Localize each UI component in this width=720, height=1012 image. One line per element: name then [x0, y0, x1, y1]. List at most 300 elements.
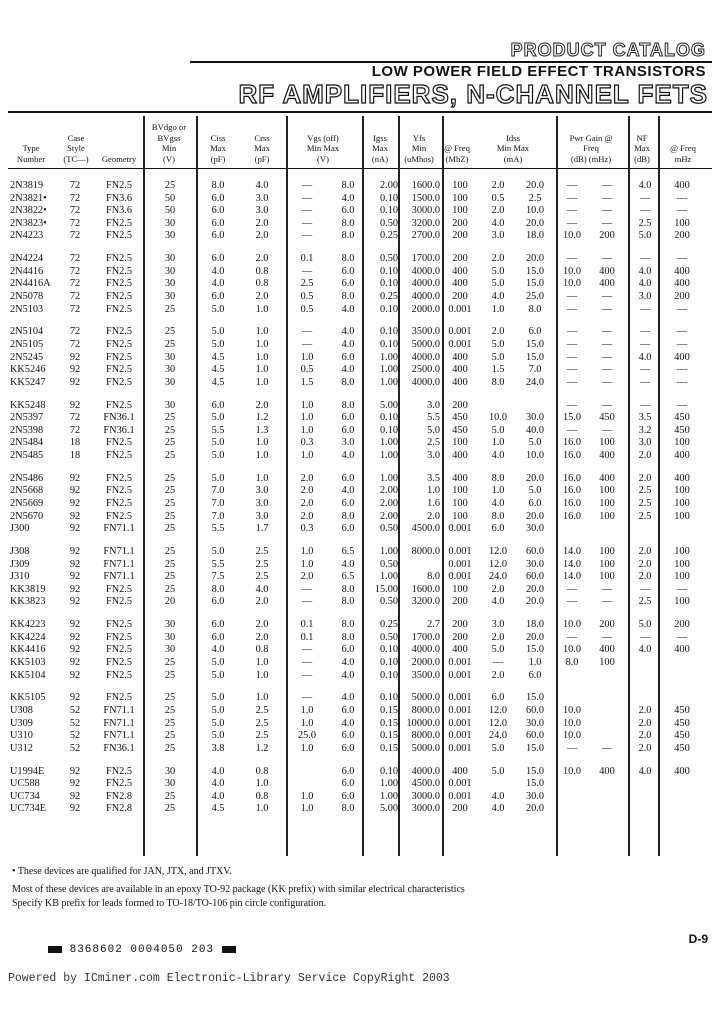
column-header-line: Crss	[254, 132, 270, 143]
table-cell: 2.0	[491, 180, 505, 191]
table-cell: 5.0	[211, 472, 225, 484]
barcode	[48, 944, 236, 956]
table-cell: —	[566, 253, 578, 265]
table-cell: —	[301, 596, 313, 608]
table-cell: 15.0	[525, 765, 545, 777]
column-header-line: Min	[411, 143, 427, 153]
table-cell: 0.10	[379, 278, 398, 290]
table-cell: 20.0	[525, 596, 545, 608]
table-cell: 5.0	[211, 657, 225, 668]
table-cell: 1.0	[255, 657, 269, 668]
table-cell: 4.0	[341, 192, 355, 204]
table-cell: 2.0	[427, 510, 440, 522]
table-cell: FN2.5	[105, 230, 133, 242]
table-cell: 4000.0	[411, 278, 440, 290]
table-cell: 0.50	[379, 217, 398, 229]
table-cell: 30.0	[525, 523, 545, 535]
table-cell: 200	[674, 291, 690, 302]
table-cell: 5000.0	[411, 742, 440, 754]
table-cell: 0.1	[300, 631, 314, 643]
table-cell: —	[601, 351, 613, 363]
table-cell: 200	[452, 253, 468, 265]
table-cell: FN36.1	[103, 424, 135, 436]
table-cell: 4.0	[341, 669, 355, 681]
table-cell: 0.001	[448, 326, 472, 338]
table-cell: 2.0	[300, 510, 314, 522]
table-cell: 0.001	[448, 717, 472, 729]
table-cell: 10.0	[525, 450, 545, 461]
type-number-cell: KK5246	[10, 364, 46, 376]
table-cell: 1.0	[255, 364, 269, 376]
table-cell: 18.0	[525, 230, 545, 242]
table-cell: 1.0	[300, 705, 314, 716]
table-cell: 1.0	[300, 351, 314, 363]
column-header-line: Igss	[373, 132, 387, 143]
table-cell: 2.5	[638, 498, 652, 509]
table-cell: 72	[69, 424, 81, 436]
table-cell: 5.00	[379, 803, 398, 815]
table-cell: 6.0	[341, 705, 355, 716]
table-cell: 200	[452, 631, 468, 643]
table-cell: 25	[164, 339, 176, 350]
table-cell: 400	[599, 765, 615, 777]
column-header-line: (V)	[317, 153, 329, 164]
table-cell: 6.0	[528, 498, 542, 509]
table-cell: FN71.1	[103, 717, 135, 729]
table-cell: 3.5	[427, 472, 440, 484]
column-header	[143, 122, 195, 164]
table-cell: 4.0	[211, 790, 225, 802]
table-cell: 6.0	[341, 790, 355, 802]
table-cell: 400	[674, 180, 690, 191]
table-cell: 10.0	[562, 278, 582, 290]
table-cell: 4.0	[341, 303, 355, 315]
table-cell: 5.0	[528, 485, 542, 497]
table-cell: 450	[452, 424, 468, 436]
table-cell: FN2.5	[105, 631, 133, 643]
column-header-line: (dB) (mHz)	[570, 153, 612, 164]
table-cell: 3.5	[638, 412, 652, 424]
table-cell: 6.0	[211, 253, 225, 265]
table-cell: 8.0	[341, 583, 355, 595]
table-cell: 2.00	[379, 510, 398, 522]
table-cell: FN71.1	[103, 523, 135, 535]
table-cell: 2.5	[300, 278, 314, 290]
table-cell: 3.8	[211, 742, 225, 754]
table-cell: —	[639, 583, 651, 595]
table-cell: 30	[164, 351, 176, 363]
table-cell: 25	[164, 803, 176, 815]
table-cell: 0.8	[255, 278, 269, 290]
table-cell: 15.00	[374, 583, 398, 595]
table-cell: 5.5	[211, 523, 225, 535]
table-cell: 30	[164, 399, 176, 411]
table-cell: 0.001	[448, 523, 472, 535]
table-cell: —	[601, 217, 613, 229]
table-cell: 92	[69, 692, 81, 704]
type-number-cell: 2N5104	[10, 326, 44, 338]
type-number-cell: 2N5485	[10, 450, 44, 461]
column-header-line: (TC—)	[63, 153, 89, 164]
table-cell: 0.15	[379, 742, 398, 754]
table-cell: 20.0	[525, 217, 545, 229]
table-cell: 6.0	[491, 523, 505, 535]
footnote-epoxy: Most of these devices are available in an epoxy TO-92 package (KK prefix) with similar electrical characteristics	[12, 884, 465, 895]
table-cell: 4.0	[638, 265, 652, 277]
table-cell: 4000.0	[411, 644, 440, 656]
table-cell: —	[601, 326, 613, 338]
table-cell: 5.0	[211, 705, 225, 716]
table-cell: 25	[164, 790, 176, 802]
table-cell: 8.0	[341, 180, 355, 191]
table-cell: FN2.5	[105, 583, 133, 595]
table-cell: 3.0	[255, 205, 269, 217]
table-cell: 5.0	[491, 351, 505, 363]
table-cell: FN2.5	[105, 778, 133, 790]
type-number-cell: 2N5484	[10, 437, 44, 449]
table-cell: 3200.0	[411, 596, 440, 608]
table-cell: 60.0	[525, 730, 545, 742]
table-cell: 3.0	[255, 510, 269, 522]
table-cell: 8.0	[341, 510, 355, 522]
table-cell: 200	[599, 230, 615, 242]
table-cell: 5.0	[211, 717, 225, 729]
table-cell: —	[639, 253, 651, 265]
table-cell: 30	[164, 253, 176, 265]
table-cell: 2.0	[491, 326, 505, 338]
table-cell: 1.0	[491, 303, 505, 315]
type-number-cell: 2N4416A	[10, 278, 51, 290]
column-header-line: Idss	[506, 132, 520, 143]
table-cell: 30	[164, 765, 176, 777]
table-cell: —	[601, 339, 613, 350]
table-cell: —	[676, 364, 688, 376]
table-cell: 200	[599, 619, 615, 631]
table-cell: FN2.8	[105, 790, 133, 802]
table-cell: —	[639, 339, 651, 350]
table-cell: 8000.0	[411, 705, 440, 716]
type-number-cell: U1994E	[10, 765, 45, 777]
table-cell: 5.0	[211, 412, 225, 424]
table-cell: 1.00	[379, 571, 398, 583]
table-cell: 52	[69, 717, 81, 729]
table-cell: 1.0	[255, 450, 269, 461]
table-cell: —	[676, 326, 688, 338]
type-number-cell: UC734	[10, 790, 40, 802]
table-cell: 25	[164, 583, 176, 595]
table-cell: 4.0	[341, 657, 355, 668]
table-cell: 10.0	[562, 765, 582, 777]
table-cell: FN2.5	[105, 498, 133, 509]
table-cell: FN71.1	[103, 571, 135, 583]
table-cell: 2.5	[638, 485, 652, 497]
column-header-line: @ Freq	[444, 143, 470, 153]
type-number-cell: 2N3822•	[10, 205, 47, 217]
table-cell: 92	[69, 669, 81, 681]
table-cell: 2.0	[255, 217, 269, 229]
table-cell: 92	[69, 596, 81, 608]
table-cell: FN2.5	[105, 510, 133, 522]
column-header-line: Type	[22, 143, 40, 153]
table-cell: 16.0	[562, 472, 582, 484]
table-cell: —	[639, 399, 651, 411]
table-cell: 100	[674, 596, 690, 608]
type-number-cell: U310	[10, 730, 33, 742]
table-cell: —	[301, 644, 313, 656]
table-cell: 1.2	[255, 742, 269, 754]
table-cell: 30	[164, 265, 176, 277]
type-number-cell: 2N5668	[10, 485, 44, 497]
table-cell: 10.0	[488, 412, 508, 424]
table-cell: 15.0	[525, 644, 545, 656]
table-cell: 5.0	[211, 326, 225, 338]
table-cell: FN2.5	[105, 450, 133, 461]
table-cell: 2.0	[638, 705, 652, 716]
table-cell: 4.5	[211, 376, 225, 388]
table-cell: 200	[452, 596, 468, 608]
column-header	[554, 133, 628, 165]
table-cell: 200	[452, 217, 468, 229]
table-cell: 8000.0	[411, 546, 440, 557]
table-cell: 30	[164, 364, 176, 376]
column-header-line: Min Max	[306, 143, 340, 153]
table-cell: 4.0	[341, 450, 355, 461]
table-cell: 2.0	[300, 571, 314, 583]
table-cell: 3.0	[638, 437, 652, 449]
table-cell: 400	[452, 765, 468, 777]
type-number-cell: 2N5486	[10, 472, 44, 484]
table-cell: 5.5	[211, 558, 225, 570]
table-cell: 2.0	[300, 485, 314, 497]
table-cell: —	[676, 631, 688, 643]
table-cell: 0.001	[448, 705, 472, 716]
table-cell: 1500.0	[411, 192, 440, 204]
type-number-cell: U308	[10, 705, 33, 716]
table-cell: 5.0	[491, 742, 505, 754]
table-cell: 2.0	[491, 631, 505, 643]
table-cell: FN71.1	[103, 546, 135, 557]
type-number-cell: 2N5669	[10, 498, 44, 509]
table-cell: 92	[69, 583, 81, 595]
table-cell: 20.0	[525, 803, 545, 815]
table-cell: 8.0	[211, 180, 225, 191]
table-cell: 72	[69, 205, 81, 217]
table-cell: 6.0	[211, 399, 225, 411]
column-header-line: (mA)	[503, 153, 523, 164]
table-cell: 3.0	[255, 485, 269, 497]
table-cell: 72	[69, 278, 81, 290]
table-cell: —	[566, 180, 578, 191]
table-cell: 25	[164, 326, 176, 338]
table-cell: 7.0	[528, 364, 542, 376]
table-cell: 25	[164, 424, 176, 436]
table-cell: 10.0	[562, 730, 582, 742]
table-cell: 2000.0	[411, 657, 440, 668]
column-header	[398, 133, 440, 165]
table-cell: 0.001	[448, 657, 472, 668]
table-cell: 6.0	[341, 644, 355, 656]
type-number-cell: J300	[10, 523, 30, 535]
table-cell: FN36.1	[103, 412, 135, 424]
table-cell: 200	[674, 230, 690, 242]
type-number-cell: 2N3819	[10, 180, 44, 191]
table-cell: 4000.0	[411, 376, 440, 388]
table-cell: —	[676, 192, 688, 204]
table-cell: 6.0	[341, 523, 355, 535]
table-cell: 25	[164, 546, 176, 557]
table-cell: —	[639, 376, 651, 388]
table-cell: —	[601, 253, 613, 265]
table-cell: FN2.5	[105, 303, 133, 315]
table-cell: 12.0	[488, 546, 508, 557]
table-cell: FN2.5	[105, 437, 133, 449]
table-cell: 2.0	[638, 717, 652, 729]
table-cell: 1.0	[255, 692, 269, 704]
catalog-heading: PRODUCT CATALOG	[510, 40, 706, 60]
table-cell: 0.001	[448, 571, 472, 583]
table-cell: 0.5	[300, 303, 314, 315]
table-cell: 7.0	[211, 510, 225, 522]
table-cell: 72	[69, 230, 81, 242]
table-cell: 16.0	[562, 450, 582, 461]
column-header-line: Style	[67, 143, 85, 153]
table-cell: 1.5	[300, 376, 314, 388]
column-divider	[362, 116, 364, 856]
column-header	[96, 154, 142, 165]
table-cell: 6.0	[341, 498, 355, 509]
table-cell: 1.0	[300, 742, 314, 754]
table-cell: 1.00	[379, 351, 398, 363]
table-cell: 1.0	[255, 303, 269, 315]
table-cell: 3.0	[491, 230, 505, 242]
table-cell: FN2.5	[105, 217, 133, 229]
column-header-line: @ Freq	[670, 143, 696, 153]
column-header-line: NF	[636, 132, 648, 143]
table-cell: 100	[452, 437, 468, 449]
table-cell: 1.0	[300, 450, 314, 461]
table-cell: 30.0	[525, 790, 545, 802]
table-cell: 3000.0	[411, 803, 440, 815]
table-cell: 15.0	[525, 265, 545, 277]
barcode-text: 8368602 0004050 203	[69, 944, 215, 956]
table-cell: 30	[164, 376, 176, 388]
table-cell: 100	[452, 205, 468, 217]
table-cell: 400	[599, 265, 615, 277]
table-cell: FN2.5	[105, 399, 133, 411]
table-cell: 14.0	[562, 571, 582, 583]
table-cell: —	[639, 631, 651, 643]
table-cell: 20.0	[525, 472, 545, 484]
table-cell: 72	[69, 180, 81, 191]
type-number-cell: KK4416	[10, 644, 46, 656]
table-cell: 1.00	[379, 546, 398, 557]
table-cell: —	[566, 303, 578, 315]
table-cell: 4.0	[211, 778, 225, 790]
table-cell: 0.10	[379, 339, 398, 350]
table-cell: 6.0	[341, 778, 355, 790]
table-cell: 50	[164, 192, 176, 204]
type-number-cell: 2N3823•	[10, 217, 47, 229]
table-cell: 450	[599, 412, 615, 424]
table-cell: 1.00	[379, 778, 398, 790]
table-cell: 6.0	[341, 765, 355, 777]
table-cell: 2.00	[379, 485, 398, 497]
column-divider	[556, 116, 558, 856]
column-header	[362, 133, 398, 165]
table-cell: 1.0	[255, 376, 269, 388]
table-cell: 4.0	[341, 339, 355, 350]
table-cell: —	[601, 303, 613, 315]
table-cell: 6.0	[211, 291, 225, 302]
table-cell: 2.0	[255, 291, 269, 302]
column-header-line: Vgs (off)	[307, 132, 339, 143]
column-header	[658, 143, 708, 164]
table-cell: 6.0	[341, 265, 355, 277]
table-cell: 2.0	[491, 583, 505, 595]
table-cell: 2.0	[255, 230, 269, 242]
table-cell: 92	[69, 778, 81, 790]
table-cell: 2500.0	[411, 364, 440, 376]
table-cell: 16.0	[562, 437, 582, 449]
table-cell: 400	[452, 278, 468, 290]
table-cell: 1.0	[255, 669, 269, 681]
table-cell: 100	[674, 510, 690, 522]
table-cell: 25	[164, 450, 176, 461]
table-cell: 2.7	[427, 619, 440, 631]
table-cell: FN2.5	[105, 657, 133, 668]
table-cell: 4.0	[491, 498, 505, 509]
table-cell: FN2.5	[105, 253, 133, 265]
table-cell: FN2.5	[105, 180, 133, 191]
table-cell: 6.0	[211, 192, 225, 204]
table-cell: 4000.0	[411, 351, 440, 363]
table-cell: 2.5	[638, 217, 652, 229]
table-cell: 0.10	[379, 303, 398, 315]
table-cell: 200	[674, 619, 690, 631]
header-underline	[8, 168, 712, 169]
column-divider	[628, 116, 630, 856]
table-cell: 8.0	[341, 291, 355, 302]
table-cell: 20	[164, 596, 176, 608]
column-header-line: (nA)	[371, 153, 389, 164]
table-cell: 8.0	[528, 303, 542, 315]
table-cell: 5.0	[211, 303, 225, 315]
column-header-line: Max	[372, 143, 388, 153]
table-cell: 2.5	[638, 510, 652, 522]
table-cell: 92	[69, 364, 81, 376]
table-cell: 2.5	[255, 571, 269, 583]
table-cell: 2.5	[638, 596, 652, 608]
column-header-line: Ciss	[210, 132, 226, 143]
table-cell: —	[301, 339, 313, 350]
table-cell: FN2.5	[105, 619, 133, 631]
table-cell: 20.0	[525, 583, 545, 595]
type-number-cell: 2N3821•	[10, 192, 47, 204]
table-cell: 0.10	[379, 424, 398, 436]
table-cell: 6.5	[341, 546, 355, 557]
table-cell: 400	[452, 364, 468, 376]
table-cell: 14.0	[562, 546, 582, 557]
table-cell: 6.5	[341, 571, 355, 583]
table-cell: 6.0	[341, 424, 355, 436]
table-cell: 3.0	[341, 437, 355, 449]
table-cell: 0.25	[379, 291, 398, 302]
table-cell: 30	[164, 230, 176, 242]
column-header-line: BVgss	[157, 132, 181, 143]
table-cell: 25	[164, 180, 176, 191]
table-cell: 3500.0	[411, 326, 440, 338]
table-cell: —	[601, 583, 613, 595]
